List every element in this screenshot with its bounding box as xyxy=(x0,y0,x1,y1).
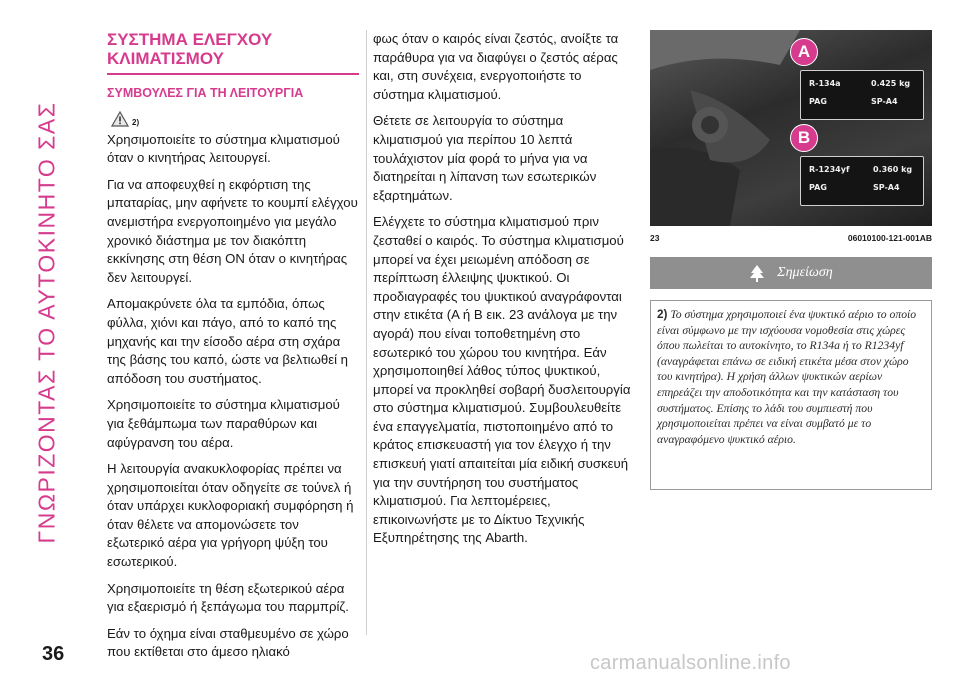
refrigerant-label-b xyxy=(800,156,924,206)
paragraph: Για να αποφευχθεί η εκφόρτιση της μπαταρίας, μην αφήνετε το κουμπί ελέγχου ανεμιστήρα ενεργοποιημένο για μεγάλο χρονικό διάστημα με τον διακόπτη εκκίνησης στη θέση ON όταν ο κινητήρας δεν λειτουργεί. xyxy=(107,176,358,285)
paragraph: Χρησιμοποιείτε το σύστημα κλιματισμού για ξεθάμπωμα των παραθύρων και αφύγρανση του αέρα. xyxy=(107,397,340,450)
refrigerant-label-a xyxy=(800,70,924,120)
note-text: Το σύστημα χρησιμοποιεί ένα ψυκτικό αέριο το οποίο είναι σύμφωνο με την ισχύουσα νομοθεσία στις χώρες όπου πωλείται το αυτοκίνητο, το R134a ή το R1234yf (αναγράφεται επάνω σε ειδική ετικέτα μέσα στον χώρο του κινητήρα). Η χρήση άλλων ψυκτικών αερίων επηρεάζει την αποδοτικότητα και την κατάσταση του συστήματος. Επίσης το λάδι του συμπιεστή που χρησιμοποιείται πρέπει να είναι συμβατό με το αναγραφόμενο ψυκτικό αέριο. xyxy=(657,308,917,446)
tree-icon xyxy=(749,264,765,282)
side-chapter-title-text: ΓΝΩΡΙΖΟΝΤΑΣ ΤΟ ΑΥΤΟΚΙΝΗΤΟ ΣΑΣ xyxy=(33,101,60,543)
watermark: carmanualsonline.info xyxy=(590,652,791,674)
paragraph: φως όταν ο καιρός είναι ζεστός, ανοίξτε τα παράθυρα για να διαφύγει ο ζεστός αέρας και, στη συνέχεια, ενεργοποιήστε το σύστημα κλιματισμού. xyxy=(373,31,619,102)
label-a-code: R-134a xyxy=(809,79,841,88)
label-b-code: R-1234yf xyxy=(809,165,850,174)
label-b-type: SP-A4 xyxy=(873,183,900,192)
paragraph: Εάν το όχημα είναι σταθμευμένο σε χώρο που εκτίθεται στο άμεσο ηλιακό xyxy=(107,625,349,660)
page-number: 36 xyxy=(42,643,65,665)
column-2 xyxy=(373,30,635,556)
label-b-amount: 0.360 kg xyxy=(873,165,913,174)
figure-code: 06010100-121-001AB xyxy=(847,233,932,243)
figure-number: 23 xyxy=(650,233,660,243)
label-b-pag: PAG xyxy=(809,183,827,192)
label-a-badge: A xyxy=(790,38,818,66)
label-a-amount: 0.425 kg xyxy=(871,79,911,88)
figure-caption xyxy=(650,233,932,243)
paragraph: Θέτετε σε λειτουργία το σύστημα κλιματισμού για περίπου 10 λεπτά τουλάχιστον μία φορά το μήνα για να διατηρείται η λίπανση των εσωτερικών εξαρτημάτων. xyxy=(373,113,597,203)
paragraph: Απομακρύνετε όλα τα εμπόδια, όπως φύλλα, χιόνι και πάγο, από το καπό της μηχανής και την είσοδο αέρα στη σχάρα της βάσης του καπό, ώστε να βελτιωθεί η απόδοση του συστήματος. xyxy=(107,296,349,386)
paragraph: Η λειτουργία ανακυκλοφορίας πρέπει να χρησιμοποιείται όταν οδηγείτε σε τούνελ ή όταν υπάρχει κυκλοφοριακή συμφόρηση ή όταν θέλετε να απομονώσετε τον εξωτερικό αέρα για γρήγορη ψύξη του εσωτερικού. xyxy=(107,461,354,570)
warning-ref-number: 2) xyxy=(132,117,140,127)
column-divider xyxy=(366,30,367,635)
note-header xyxy=(650,257,932,289)
label-a-pag: PAG xyxy=(809,97,827,106)
warning-triangle-icon xyxy=(111,111,129,127)
side-chapter-title xyxy=(22,22,72,622)
column-1 xyxy=(107,30,359,670)
paragraph: Χρησιμοποιείτε τη θέση εξωτερικού αέρα για εξαερισμό ή ξεπάγωμα του παρμπρίζ. xyxy=(107,580,349,615)
paragraph: Ελέγχετε το σύστημα κλιματισμού πριν ζεσταθεί ο καιρός. Το σύστημα κλιματισμού μπορεί να έχει μειωμένη απόδοση σε περίπτωση έλλειψης ψυκτικού. Οι προδιαγραφές του ψυκτικού αναγράφονται στην ετικέτα (A ή B εικ. 23 ανάλογα με την αγορά) που είναι τοποθετημένη στο εσωτερικό του χώρου του κινητήρα. Εάν χρησιμοποιηθεί λάθος τύπος ψυκτικού, μπορεί να προκληθεί σοβαρή δυσλειτουργία στο σύστημα κλιματισμού. Συμβουλευθείτε ένα επαγγελματία, πιστοποιημένο από το κράτος επισκευαστή για τον έλεγχο ή την επισκευή γιατί απαιτείται μία ειδική συσκευή για την συντήρηση του συστήματος κλιματισμού. Για λεπτομέρειες, επικοινωνήστε με το Δίκτυο Τεχνικής Εξυπηρέτησης της Abarth. xyxy=(373,214,631,546)
note-number: 2) xyxy=(657,308,668,321)
section-title: ΣΥΣΤΗΜΑ ΕΛΕΓΧΟΥ ΚΛΙΜΑΤΙΣΜΟΥ xyxy=(107,30,359,75)
label-b-badge: B xyxy=(790,124,818,152)
section-subtitle: ΣΥΜΒΟΥΛΕΣ ΓΙΑ ΤΗ ΛΕΙΤΟΥΡΓΙΑ xyxy=(107,86,304,100)
engine-bay-figure xyxy=(650,30,932,226)
note-box xyxy=(650,300,932,490)
warning-reference xyxy=(111,107,359,127)
label-a-type: SP-A4 xyxy=(871,97,898,106)
paragraph: Χρησιμοποιείτε το σύστημα κλιματισμού όταν ο κινητήρας λειτουργεί. xyxy=(107,131,340,166)
note-title: Σημείωση xyxy=(777,265,833,280)
